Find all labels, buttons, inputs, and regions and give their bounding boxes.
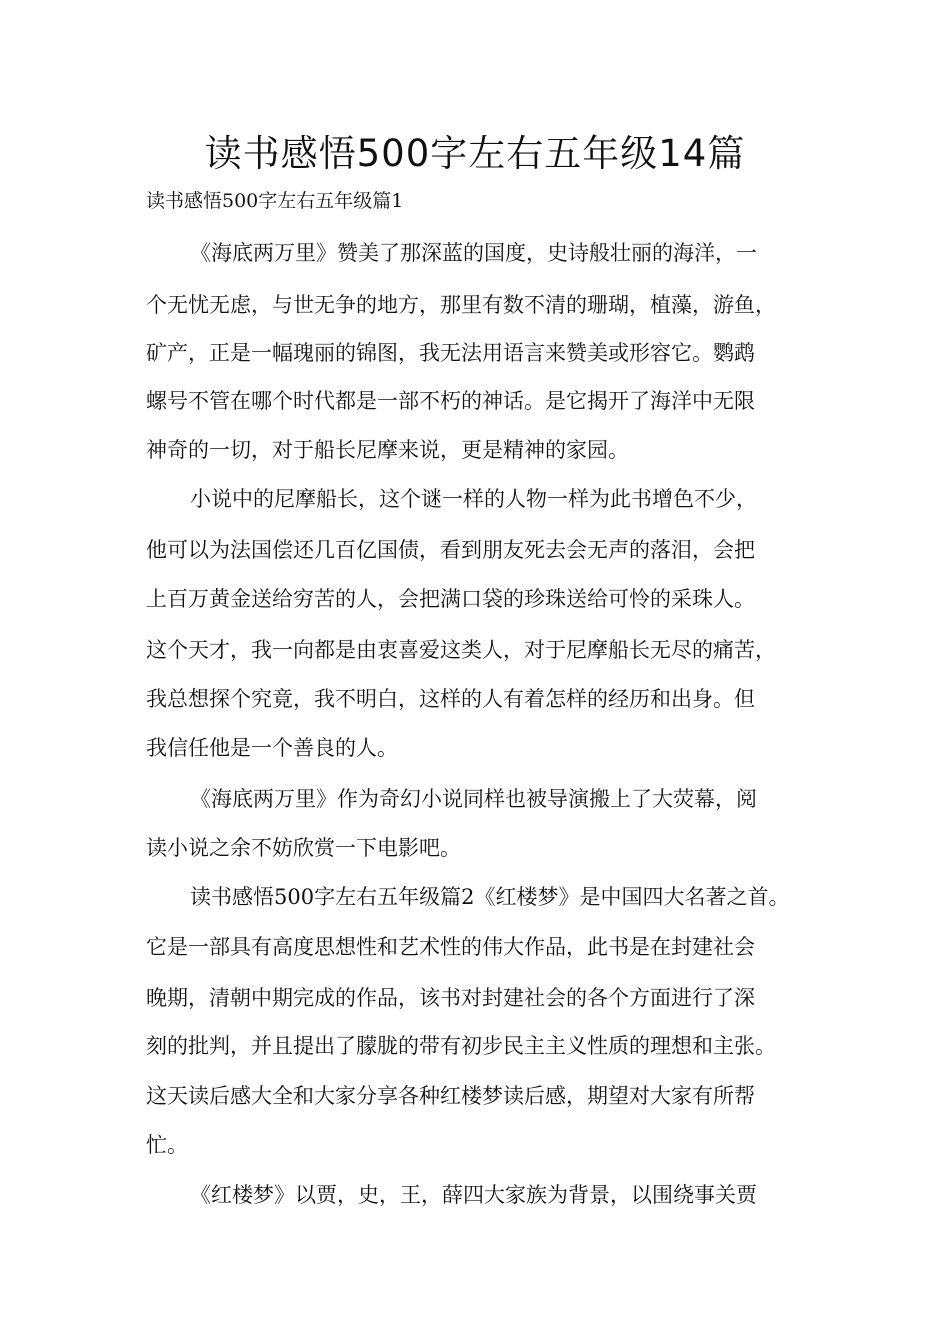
paragraph-line: 矿产，正是一幅瑰丽的锦图，我无法用语言来赞美或形容它。鹦鹉 xyxy=(146,341,755,365)
section-heading: 读书感悟500字左右五年级篇1 xyxy=(146,190,404,212)
paragraph-line: 他可以为法国偿还几百亿国债，看到朋友死去会无声的落泪，会把 xyxy=(146,538,755,562)
paragraph-line: 我信任他是一个善良的人。 xyxy=(146,736,398,760)
paragraph-line: 小说中的尼摩船长，这个谜一样的人物一样为此书增色不少， xyxy=(190,487,757,511)
paragraph-line: 读书感悟500字左右五年级篇2《红楼梦》是中国四大名著之首。 xyxy=(190,885,790,909)
paragraph-line: 《红楼梦》以贾，史，王，薛四大家族为背景，以围绕事关贾 xyxy=(190,1183,757,1207)
paragraph-line: 《海底两万里》赞美了那深蓝的国度，史诗般壮丽的海洋，一 xyxy=(190,241,757,265)
paragraph-line: 这天读后感大全和大家分享各种红楼梦读后感，期望对大家有所帮 xyxy=(146,1084,755,1108)
paragraph-line: 忙。 xyxy=(146,1133,188,1157)
paragraph-line: 我总想探个究竟，我不明白，这样的人有着怎样的经历和出身。但 xyxy=(146,687,755,711)
paragraph-line: 刻的批判，并且提出了朦胧的带有初步民主主义性质的理想和主张。 xyxy=(146,1034,776,1058)
paragraph-line: 上百万黄金送给穷苦的人，会把满口袋的珍珠送给可怜的采珠人。 xyxy=(146,587,755,611)
paragraph-line: 这个天才，我一向都是由衷喜爱这类人，对于尼摩船长无尽的痛苦， xyxy=(146,638,776,662)
paragraph-line: 神奇的一切，对于船长尼摩来说，更是精神的家园。 xyxy=(146,438,629,462)
paragraph-line: 读小说之余不妨欣赏一下电影吧。 xyxy=(146,836,461,860)
paragraph-line: 晚期，清朝中期完成的作品，该书对封建社会的各个方面进行了深 xyxy=(146,986,755,1010)
paragraph-line: 个无忧无虑，与世无争的地方，那里有数不清的珊瑚，植藻，游鱼， xyxy=(146,293,776,317)
document-title: 读书感悟500字左右五年级14篇 xyxy=(204,132,746,175)
paragraph-line: 螺号不管在哪个时代都是一部不朽的神话。是它揭开了海洋中无限 xyxy=(146,389,755,413)
paragraph-line: 《海底两万里》作为奇幻小说同样也被导演搬上了大荧幕，阅 xyxy=(190,787,757,811)
paragraph-line: 它是一部具有高度思想性和艺术性的伟大作品，此书是在封建社会 xyxy=(146,935,755,959)
